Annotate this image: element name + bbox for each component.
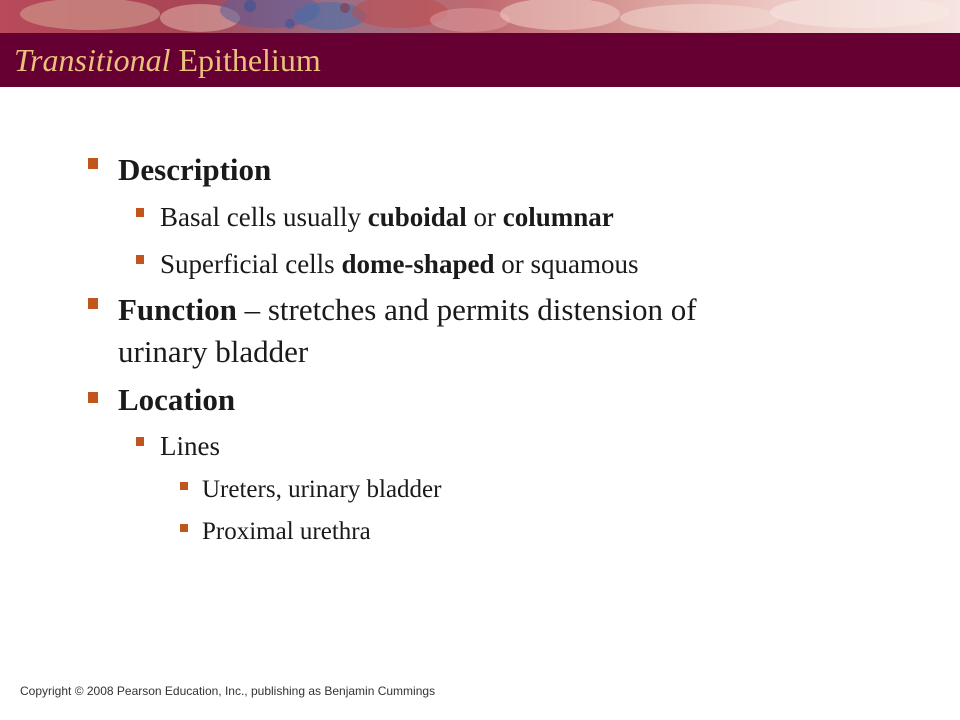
bullet-marker (88, 158, 98, 169)
text-span: or (466, 202, 503, 232)
bullet-description (118, 152, 271, 188)
bullet-function (118, 292, 697, 328)
bullet-marker (180, 482, 188, 490)
text-span: Ureters, urinary bladder (202, 476, 442, 503)
bullet-marker (180, 524, 188, 532)
bullet-function-label: Function (118, 292, 237, 327)
bullet-marker (136, 437, 144, 446)
bullet-description-label: Description (118, 152, 272, 187)
text-span: Lines (160, 431, 220, 461)
slide-title-rest: Epithelium (170, 42, 321, 78)
bold-term: columnar (502, 202, 614, 232)
bullet-marker (136, 208, 144, 217)
bullet-ureters (202, 475, 441, 505)
bullet-marker (88, 298, 98, 309)
bullet-superficial-cells (160, 248, 638, 280)
bullet-marker (88, 392, 98, 403)
text-span: or squamous (494, 249, 639, 279)
text-span: Superficial cells (160, 249, 342, 279)
bullet-lines (160, 430, 220, 462)
text-span: Basal cells usually (160, 202, 368, 232)
bullet-location-label: Location (118, 382, 236, 417)
bullet-basal-cells (160, 201, 614, 233)
bullet-marker (136, 255, 144, 264)
text-span: Proximal urethra (202, 518, 371, 545)
bold-term: cuboidal (367, 202, 467, 232)
slide-title-italic: Transitional (14, 42, 171, 78)
text-span: urinary bladder (118, 334, 309, 369)
text-span: – stretches and permits distension of (236, 292, 697, 327)
bold-term: dome-shaped (341, 249, 495, 279)
copyright-notice: Copyright © 2008 Pearson Education, Inc., publishing as Benjamin Cummings (20, 684, 436, 698)
bullet-urethra (202, 517, 371, 547)
bullet-function-continued (118, 334, 308, 370)
bullet-location (118, 382, 235, 418)
